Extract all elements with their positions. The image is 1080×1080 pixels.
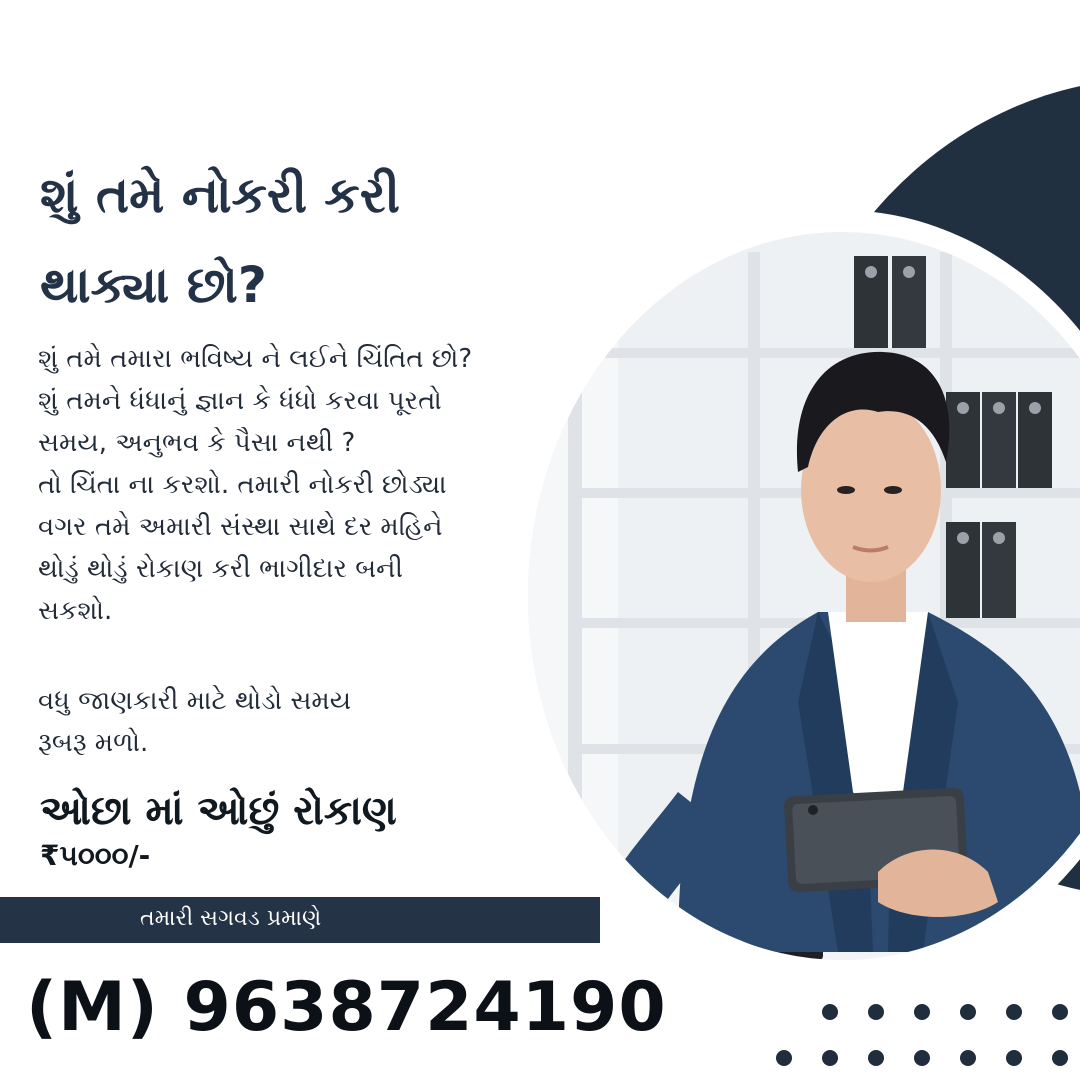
headline-line-2: થાક્યા છો? [40,256,267,314]
headline-line-1: શું તમે નોકરી કરી [40,166,400,224]
body-line-4: તો ચિંતા ના કરશો. તમારી નોકરી છોડ્યા [38,470,447,500]
cta-line-1: વધુ જાણકારી માટે થોડો સમય [38,686,352,716]
body-line-3: સમય, અનુભવ કે પૈસા નથી ? [38,428,356,458]
dot [1052,1050,1068,1066]
body-paragraph [38,338,598,632]
dot [914,1004,930,1020]
dot [1006,1004,1022,1020]
body-line-2: શું તમને ધંધાનું જ્ઞાન કે ધંધો કરવા પૂરતો [38,386,442,416]
body-line-6: થોડું થોડું રોકાણ કરી ભાગીદાર બની [38,554,403,584]
dot [960,1004,976,1020]
investment-amount: ₹૫૦૦૦/- [40,839,151,872]
decorative-dots [784,1002,1080,1072]
dot [868,1004,884,1020]
dot [822,1050,838,1066]
cta-line-2: રૂબરૂ મળો. [38,728,149,758]
dot [822,1004,838,1020]
phone-number[interactable]: (M) 9638724190 [26,968,667,1047]
investment-heading: ઓછા માં ઓછું રોકાણ [40,788,397,834]
dot [1006,1050,1022,1066]
cta-paragraph [38,680,598,764]
dot [960,1050,976,1066]
dot [868,1050,884,1066]
body-line-5: વગર તમે અમારી સંસ્થા સાથે દર મહિને [38,512,443,542]
convenience-ribbon [0,897,600,943]
dot [1052,1004,1068,1020]
dot [914,1050,930,1066]
headline [40,150,560,330]
body-line-1: શું તમે તમારા ભવિષ્ય ને લઈને ચિંતિત છો? [38,344,473,374]
ribbon-text: તમારી સગવડ પ્રમાણે [140,906,322,931]
dot [776,1050,792,1066]
body-line-7: સકશો. [38,596,113,626]
